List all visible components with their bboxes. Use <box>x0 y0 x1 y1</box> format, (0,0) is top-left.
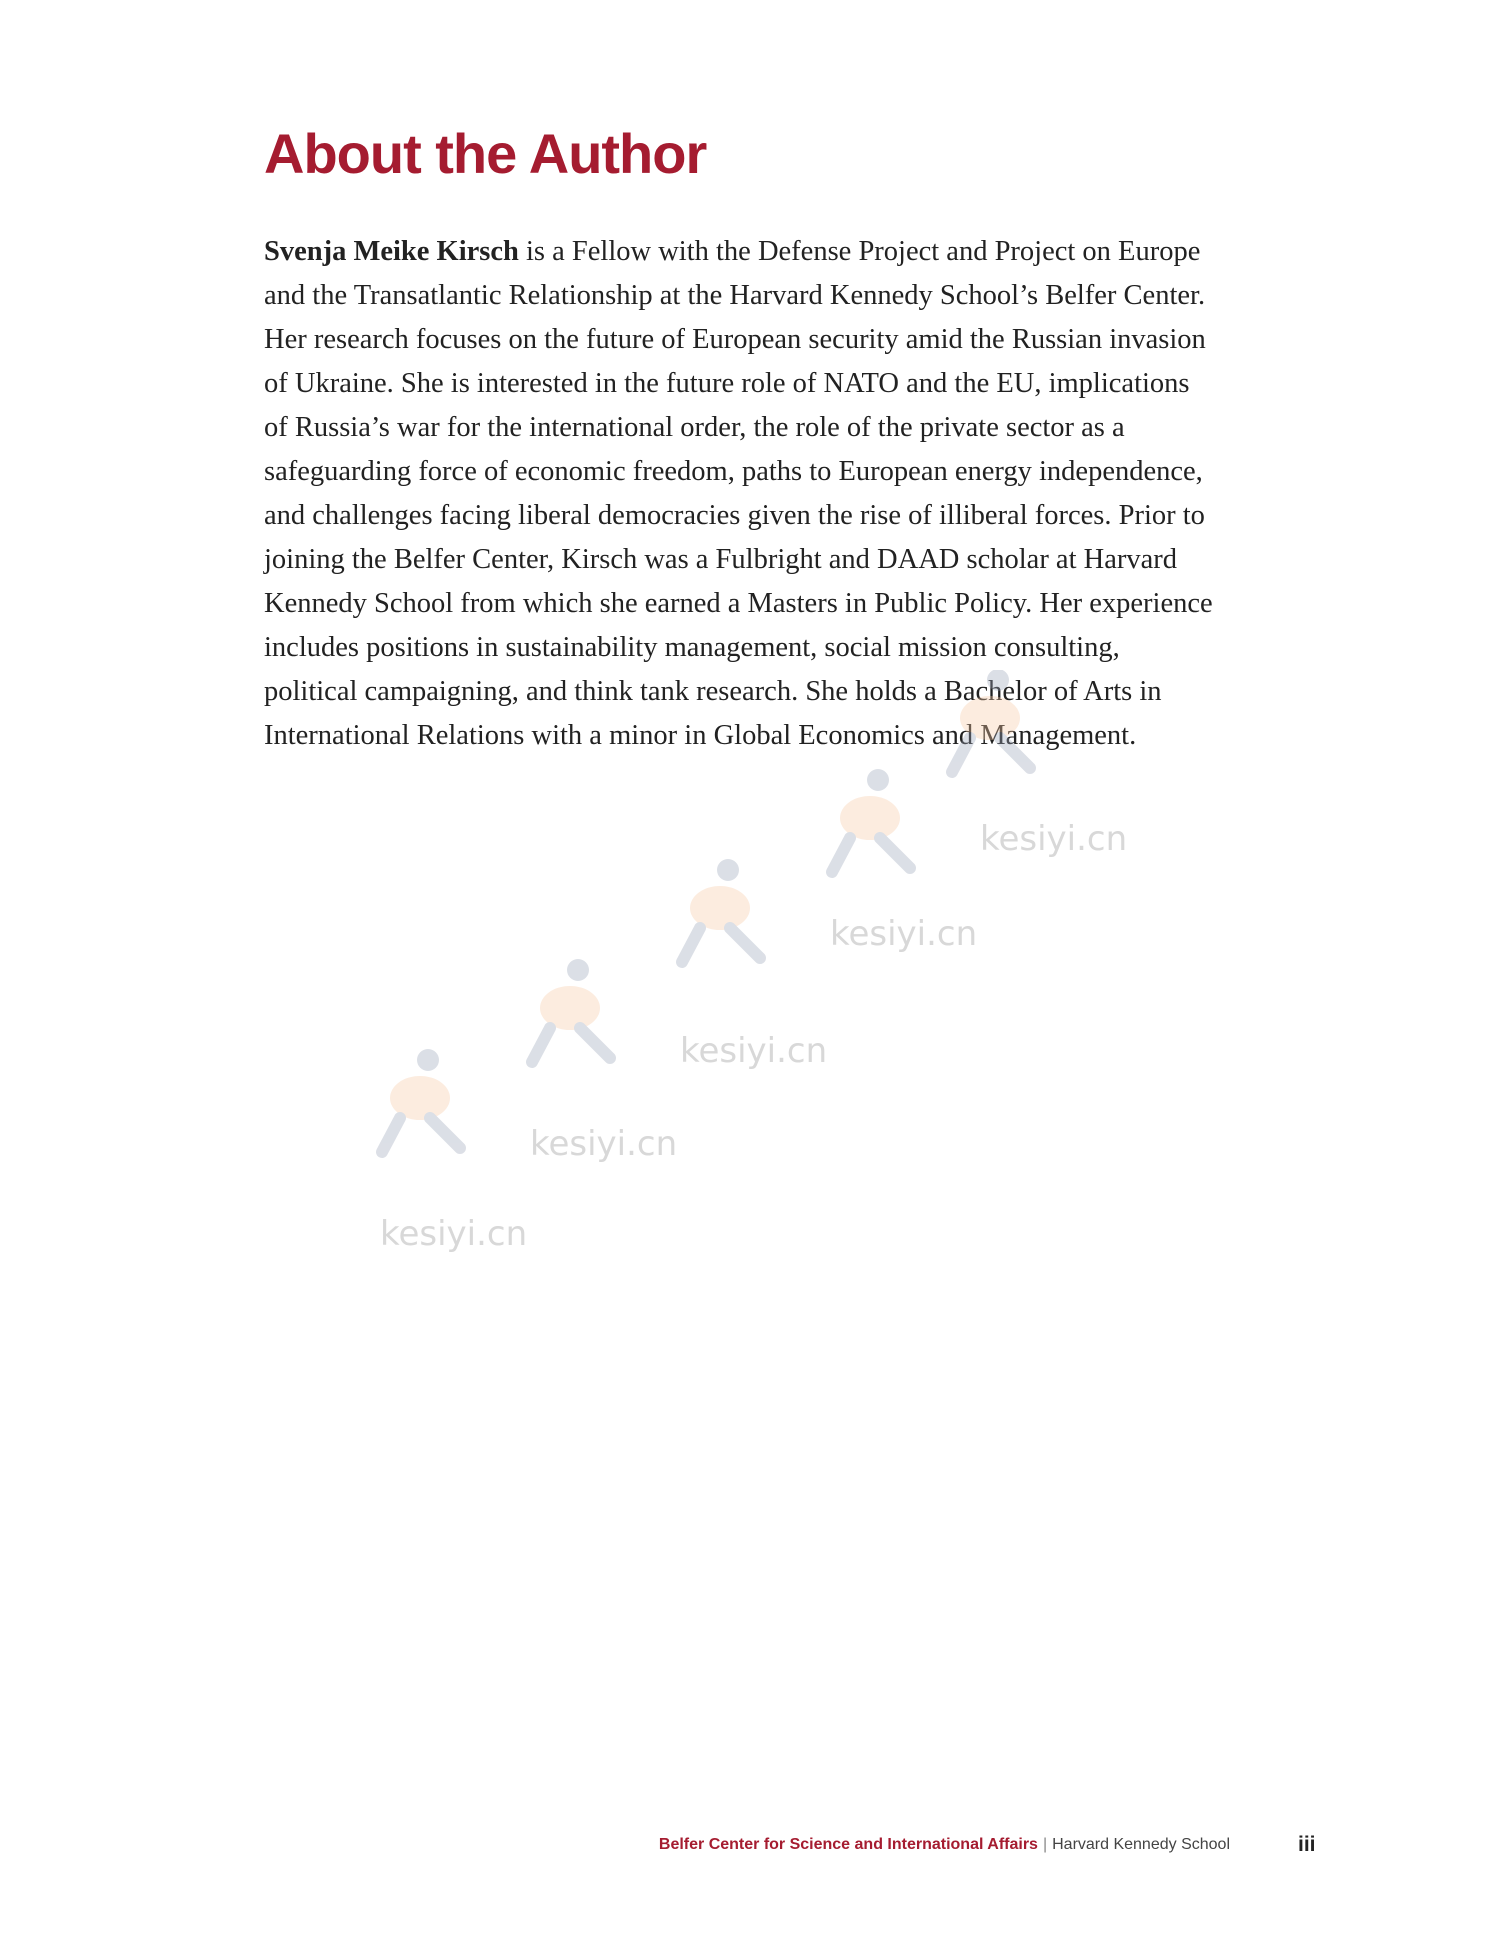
watermark-text: kesiyi.cn <box>380 1214 528 1254</box>
author-name: Svenja Meike Kirsch <box>264 236 519 267</box>
watermark-figure-icon <box>532 959 610 1062</box>
watermark-figure-icon <box>832 769 910 872</box>
author-bio <box>264 230 1244 758</box>
footer-credit <box>659 1836 1230 1854</box>
footer-organization: Belfer Center for Science and International Affairs <box>658 1836 1038 1853</box>
bio-line-1 <box>264 230 1244 274</box>
page-footer <box>0 1833 1500 1862</box>
watermark-figure-icon <box>382 1049 460 1152</box>
page-number: iii <box>1298 1833 1316 1856</box>
bio-line-4: of Ukraine. She is interested in the future role of NATO and the EU, implications <box>264 368 1190 399</box>
bio-line-9: Kennedy School from which she earned a Masters in Public Policy. Her experience <box>264 588 1213 619</box>
watermark-text: kesiyi.cn <box>680 1031 828 1071</box>
bio-line-3: Her research focuses on the future of European security amid the Russian invasion <box>264 324 1206 355</box>
bio-line-12: International Relations with a minor in Global Economics and Management. <box>264 720 1137 751</box>
watermark <box>370 670 1130 1290</box>
page-title: About the Author <box>264 122 707 185</box>
bio-line-11: political campaigning, and think tank research. She holds a Bachelor of Arts in <box>264 676 1162 707</box>
bio-line-5: of Russia’s war for the international order, the role of the private sector as a <box>264 412 1125 443</box>
bio-line-2: and the Transatlantic Relationship at the Harvard Kennedy School’s Belfer Center. <box>264 280 1206 311</box>
footer-separator: | <box>1042 1836 1048 1853</box>
bio-line-8: joining the Belfer Center, Kirsch was a Fulbright and DAAD scholar at Harvard <box>264 544 1177 575</box>
bio-text: is a Fellow with the Defense Project and Project on Europe <box>518 236 1201 267</box>
watermark-text: kesiyi.cn <box>530 1124 678 1164</box>
watermark-text: kesiyi.cn <box>830 914 978 954</box>
watermark-text: kesiyi.cn <box>980 819 1128 859</box>
footer-school: Harvard Kennedy School <box>1052 1836 1230 1853</box>
bio-line-7: and challenges facing liberal democracies given the rise of illiberal forces. Prior to <box>264 500 1205 531</box>
watermark-figure-icon <box>682 859 760 962</box>
bio-line-10: includes positions in sustainability management, social mission consulting, <box>264 632 1120 663</box>
bio-line-6: safeguarding force of economic freedom, paths to European energy independence, <box>264 456 1203 487</box>
